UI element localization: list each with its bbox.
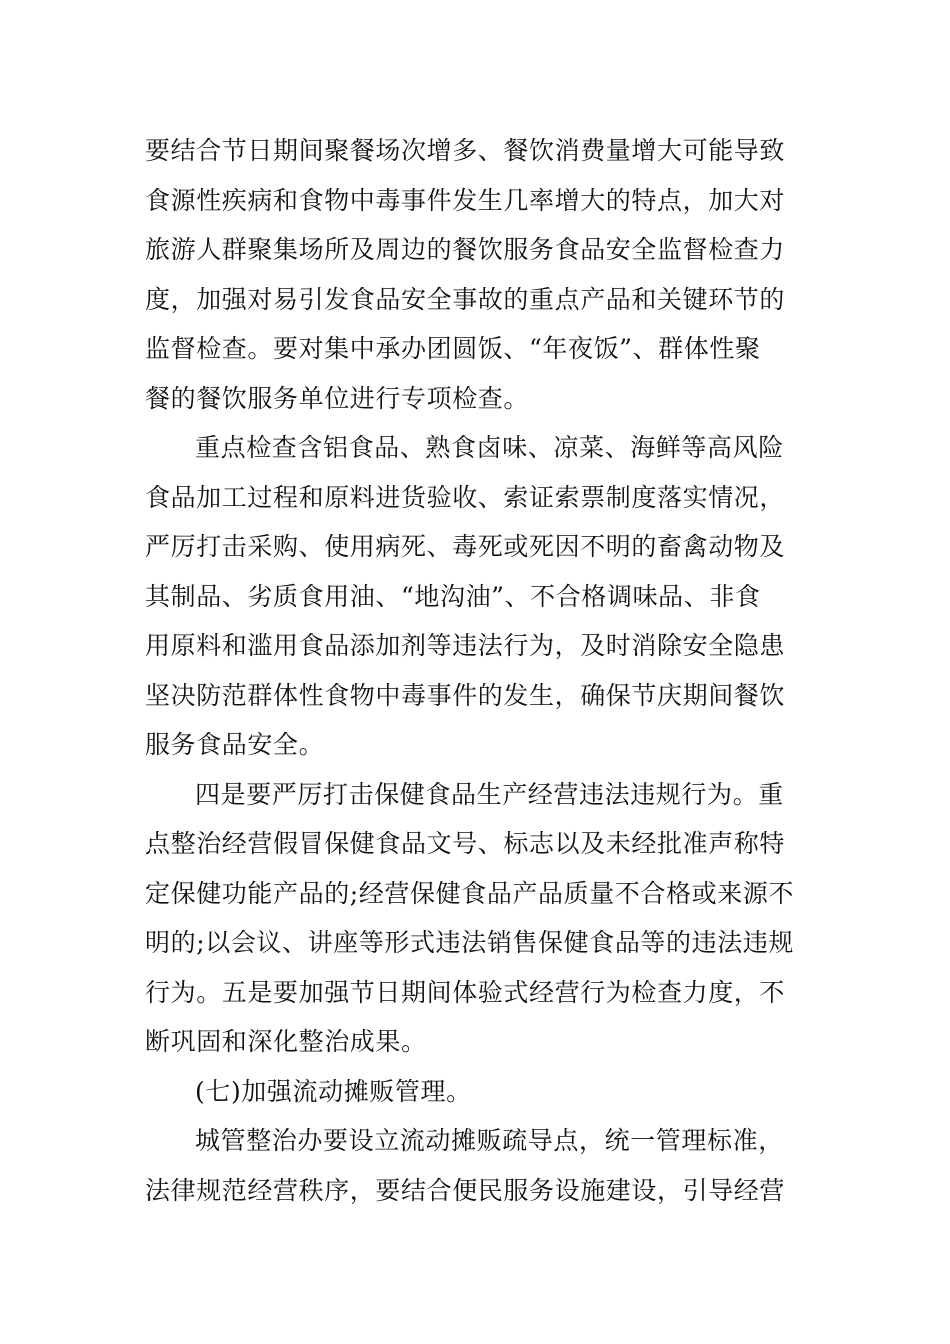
text-line: 四是要严厉打击保健食品生产经营违法违规行为。重 (195, 779, 784, 809)
text-line: 服务食品安全。 (145, 730, 325, 759)
text-line: 定保健功能产品的;经营保健食品产品质量不合格或来源不 (145, 878, 795, 908)
heading-line: (七)加强流动摊贩管理。 (195, 1076, 472, 1106)
text-line: 食源性疾病和食物中毒事件发生几率增大的特点，加大对 (145, 185, 786, 215)
paragraph-2 (145, 423, 810, 770)
text-line: 重点检查含铝食品、熟食卤味、凉菜、海鲜等高风险 (195, 433, 784, 462)
text-line: 严厉打击采购、使用病死、毒死或死因不明的畜禽动物及 (145, 532, 786, 561)
text-line: 行为。五是要加强节日期间体验式经营行为检查力度，不 (145, 977, 786, 1007)
text-line: 法律规范经营秩序，要结合便民服务设施建设，引导经营 (145, 1175, 786, 1205)
paragraph-5 (145, 1116, 810, 1215)
text-line: 度，加强对易引发食品安全事故的重点产品和关键环节的 (145, 284, 786, 314)
text-line: 旅游人群聚集场所及周边的餐饮服务食品安全监督检查力 (145, 235, 786, 264)
text-line: 断巩固和深化整治成果。 (145, 1027, 427, 1056)
section-heading (145, 1067, 810, 1117)
text-line: 监督检查。要对集中承办团圆饭、“年夜饭”、群体性聚 (145, 334, 761, 363)
paragraph-3 (145, 770, 810, 1067)
text-line: 食品加工过程和原料进货验收、索证索票制度落实情况， (145, 482, 786, 512)
text-line: 坚决防范群体性食物中毒事件的发生，确保节庆期间餐饮 (145, 680, 786, 710)
document-body (145, 126, 810, 1215)
text-line: 城管整治办要设立流动摊贩疏导点，统一管理标准， (195, 1126, 784, 1155)
paragraph-1 (145, 126, 810, 423)
text-line: 其制品、劣质食用油、“地沟油”、不合格调味品、非食 (145, 581, 761, 611)
text-line: 明的;以会议、讲座等形式违法销售保健食品等的违法违规 (145, 928, 795, 957)
text-line: 点整治经营假冒保健食品文号、标志以及未经批准声称特 (145, 829, 786, 858)
text-line: 要结合节日期间聚餐场次增多、餐饮消费量增大可能导致 (145, 136, 786, 165)
text-line: 用原料和滥用食品添加剂等违法行为，及时消除安全隐患 (145, 631, 786, 660)
text-line: 餐的餐饮服务单位进行专项检查。 (145, 383, 530, 413)
